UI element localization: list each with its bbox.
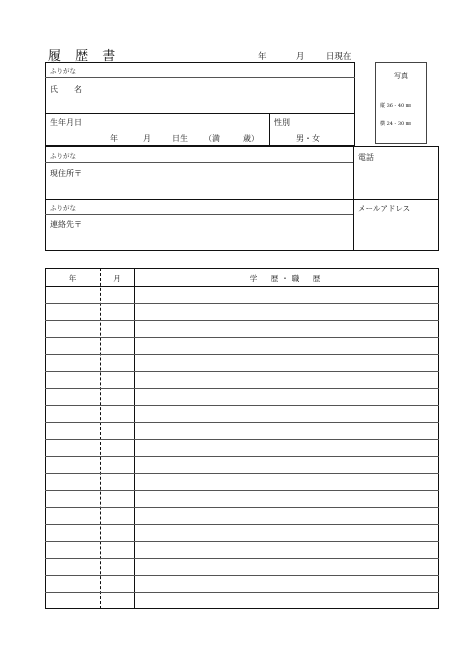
- table-row[interactable]: [45, 405, 439, 422]
- row-divider: [45, 388, 439, 389]
- table-row[interactable]: [45, 388, 439, 405]
- date-day-now-label: 日現在: [325, 52, 352, 62]
- row-divider: [45, 473, 439, 474]
- row-divider: [45, 405, 439, 406]
- table-row[interactable]: [45, 473, 439, 490]
- row-divider: [45, 354, 439, 355]
- table-row[interactable]: [45, 592, 439, 609]
- birth-year-label: 年: [110, 134, 118, 143]
- gender-options[interactable]: 男・女: [296, 134, 320, 143]
- row-divider: [45, 371, 439, 372]
- name-label: 氏 名: [50, 85, 82, 94]
- birth-label: 生年月日: [50, 118, 82, 127]
- email-field[interactable]: [356, 216, 436, 248]
- page-title: 履 歴 書: [48, 49, 121, 64]
- photo-box[interactable]: [375, 62, 427, 144]
- phone-label: 電話: [358, 153, 374, 162]
- address-label: 現住所〒: [50, 169, 82, 178]
- table-row[interactable]: [45, 422, 439, 439]
- gender-label: 性別: [274, 118, 290, 127]
- table-row[interactable]: [45, 541, 439, 558]
- address-furigana-label: ふりがな: [50, 152, 76, 160]
- photo-height-note: 縦 36 - 40 ㎜: [380, 103, 411, 109]
- row-divider: [45, 303, 439, 304]
- table-row[interactable]: [45, 456, 439, 473]
- gender-divider: [269, 113, 270, 146]
- address-contact-divider: [45, 199, 439, 200]
- table-row[interactable]: [45, 371, 439, 388]
- contact-furigana-divider: [45, 214, 353, 215]
- table-row[interactable]: [45, 490, 439, 507]
- contact-furigana-label: ふりがな: [50, 204, 76, 212]
- furigana-divider: [45, 77, 355, 78]
- name-field[interactable]: [110, 80, 350, 110]
- table-row[interactable]: [45, 286, 439, 303]
- row-divider: [45, 337, 439, 338]
- birth-day-label: 日生: [172, 134, 188, 143]
- row-divider: [45, 541, 439, 542]
- row-divider: [45, 592, 439, 593]
- table-row[interactable]: [45, 439, 439, 456]
- row-divider: [45, 558, 439, 559]
- table-row[interactable]: [45, 558, 439, 575]
- photo-width-note: 横 24 - 30 ㎜: [380, 121, 411, 127]
- age-close-label: 歳）: [243, 134, 259, 143]
- photo-label: 写真: [394, 72, 408, 80]
- row-divider: [45, 456, 439, 457]
- table-row[interactable]: [45, 337, 439, 354]
- email-label: メールアドレス: [358, 204, 411, 213]
- table-row[interactable]: [45, 507, 439, 524]
- row-divider: [45, 575, 439, 576]
- address-furigana-divider: [45, 162, 353, 163]
- date-month-label: 月: [295, 52, 305, 62]
- row-divider: [45, 507, 439, 508]
- row-divider: [45, 524, 439, 525]
- date-line: [258, 50, 351, 62]
- history-col-year: 年: [68, 274, 77, 283]
- row-divider: [45, 422, 439, 423]
- age-open-label: （満: [204, 134, 220, 143]
- row-divider: [45, 439, 439, 440]
- row-divider: [45, 320, 439, 321]
- table-row[interactable]: [45, 575, 439, 592]
- row-divider: [45, 490, 439, 491]
- contact-field[interactable]: [100, 216, 350, 248]
- table-row[interactable]: [45, 354, 439, 371]
- history-col-month: 月: [113, 274, 121, 283]
- table-row[interactable]: [45, 320, 439, 337]
- birth-month-label: 月: [143, 134, 151, 143]
- contact-label: 連絡先〒: [50, 220, 82, 229]
- table-row[interactable]: [45, 303, 439, 320]
- date-year-label: 年: [258, 52, 267, 62]
- history-col-detail: 学 歴・職 歴: [249, 274, 324, 283]
- table-row[interactable]: [45, 524, 439, 541]
- name-furigana-label: ふりがな: [50, 67, 76, 75]
- address-field[interactable]: [100, 165, 350, 197]
- name-divider: [45, 113, 355, 114]
- phone-field[interactable]: [356, 165, 436, 197]
